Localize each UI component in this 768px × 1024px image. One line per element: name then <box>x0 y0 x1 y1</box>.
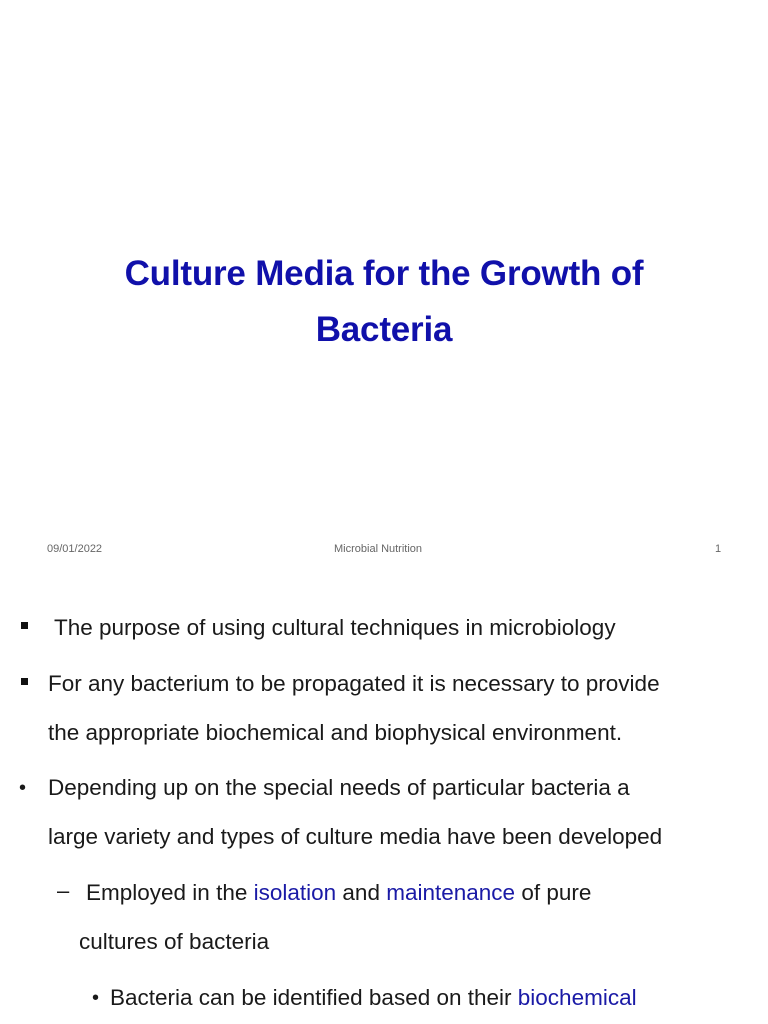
bullet-text-continued: large variety and types of culture media have been developed <box>48 824 663 849</box>
bullet-text: The purpose of using cultural techniques in microbiology <box>54 615 616 640</box>
slide-title-line2: Bacteria <box>315 310 453 349</box>
slide-title-line1: Culture Media for the Growth of <box>124 254 644 293</box>
sub-bullet-text <box>86 869 591 917</box>
footer-title: Microbial Nutrition <box>334 543 423 555</box>
sub-bullet-mid: and <box>336 880 387 905</box>
sub-bullet-suffix: of pure <box>515 880 592 905</box>
highlight-isolation: isolation <box>253 880 337 905</box>
bullet-text: For any bacterium to be propagated it is necessary to provide <box>48 671 660 696</box>
content-slide <box>0 600 768 1024</box>
square-bullet-icon <box>21 678 28 685</box>
round-bullet-icon: • <box>19 777 27 799</box>
sub-sub-bullet-text <box>110 974 637 1022</box>
footer-page-number: 1 <box>715 543 722 555</box>
slide-title <box>30 246 738 358</box>
square-bullet-icon <box>21 622 28 629</box>
sub-bullet-prefix: Employed in the <box>86 880 254 905</box>
bullet-text-continued: the appropriate biochemical and biophysical environment. <box>48 720 623 745</box>
highlight-biochemical: biochemical <box>517 985 637 1010</box>
sub-sub-bullet-prefix: Bacteria can be identified based on their <box>110 985 518 1010</box>
sub-bullet-text-continued: cultures of bacteria <box>79 929 270 954</box>
dash-bullet-icon: – <box>57 878 70 903</box>
round-bullet-icon: • <box>92 987 100 1009</box>
footer-date: 09/01/2022 <box>47 543 103 555</box>
bullet-text: Depending up on the special needs of particular bacteria a <box>48 775 630 800</box>
highlight-maintenance: maintenance <box>386 880 516 905</box>
